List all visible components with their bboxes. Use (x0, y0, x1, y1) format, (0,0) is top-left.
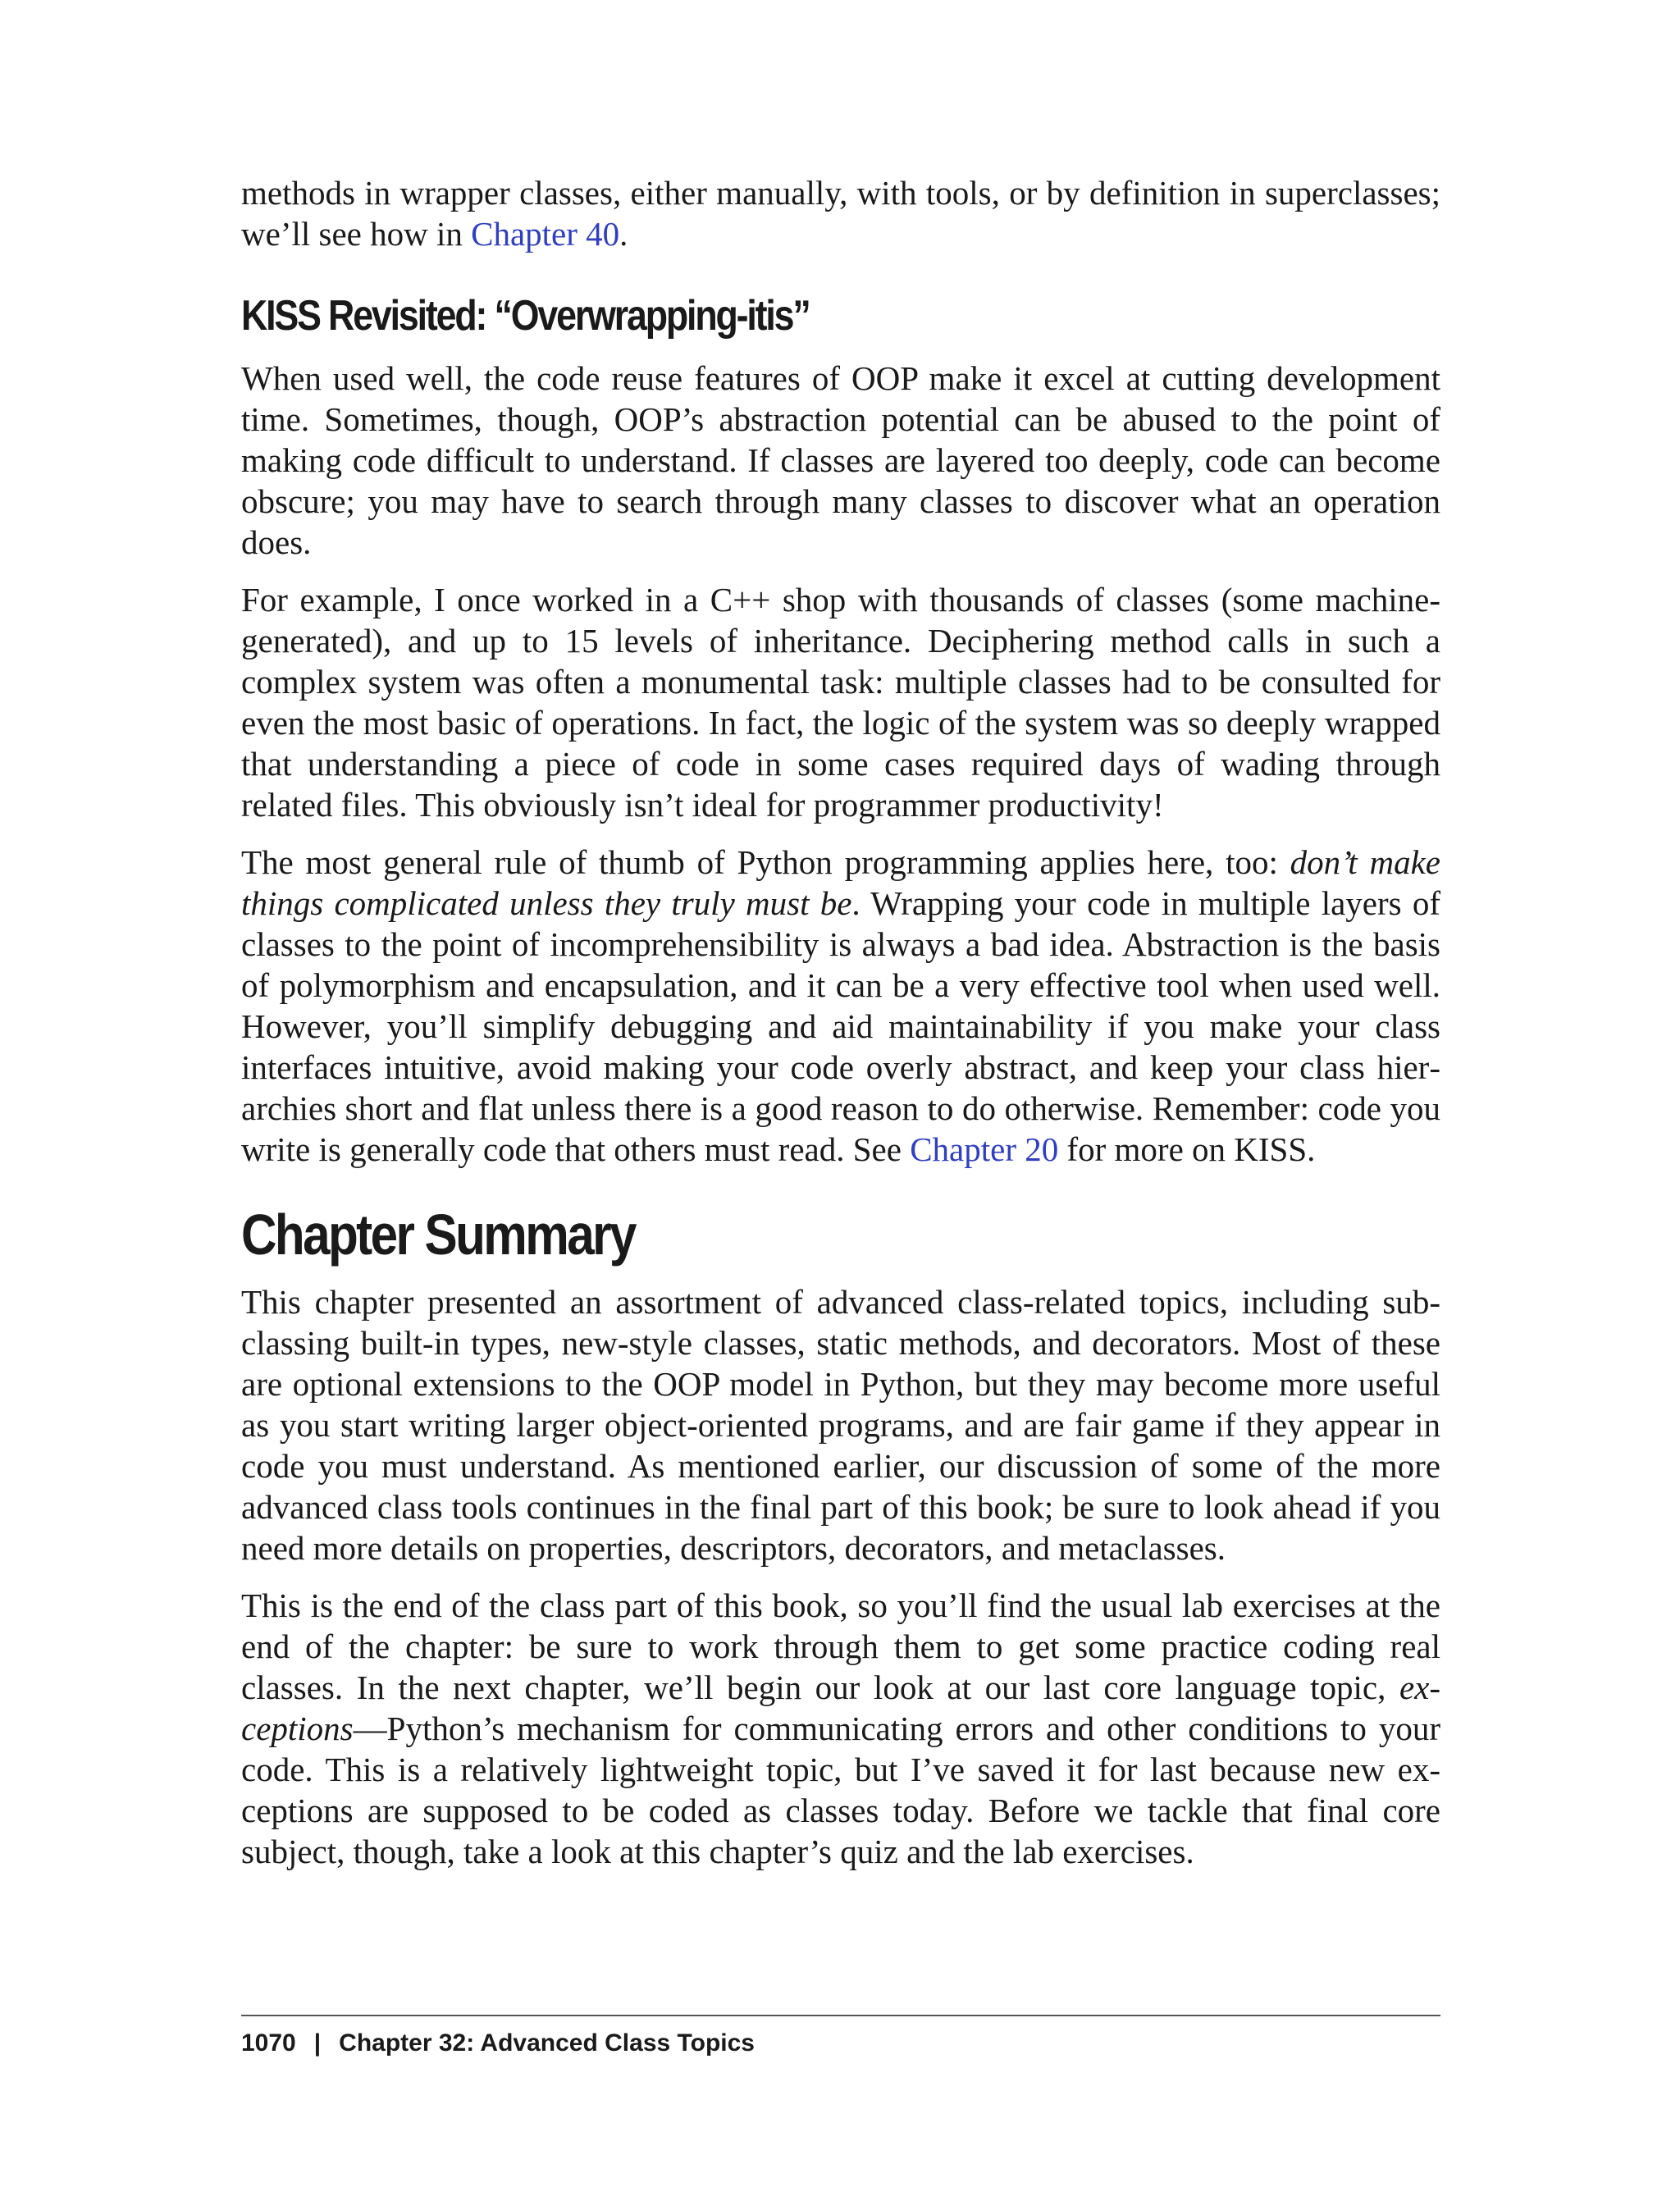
summary-p2-emphasis: exceptions (241, 1669, 1440, 1747)
footer-chapter-title: Chapter 32: Advanced Class Topics (339, 2029, 755, 2057)
intro-text: methods in wrapper classes, either manually, with tools, or by definition in superclasses; we’ll see how in (241, 174, 1440, 253)
page-footer (241, 2015, 1440, 2057)
kiss-paragraph-3 (241, 842, 1440, 1170)
kiss-p3-emphasis: don’t make things complicated unless they truly must be (241, 843, 1440, 922)
kiss-p3-text-middle: . Wrapping your code in multiple layers of classes to the point of incomprehensibility is always a bad idea. Abstraction is the basis of polymorphism and encapsulation, and it can be a very effective tool when used well. However, you’ll simplify debugging and aid maintainability if you make your class interfaces intuitive, avoid making your code overly abstract, and keep your class hierarchies short and flat unless there is a good reason to do otherwise. Remember: code you write is generally code that others must read. See (241, 884, 1440, 1168)
summary-p2-text: This is the end of the class part of this book, so you’ll find the usual lab exercises at the end of the chapter: be sure to work through them to get some practice coding real classes. In the next chapter, we’ll begin our look at our last core language topic, (241, 1586, 1440, 1706)
summary-p2-text-end: —Python’s mechanism for communicating errors and other conditions to your code. This is a relatively lightweight topic, but I’ve saved it for last because new exceptions are supposed to be coded as classes today. Before we tackle that final core subject, though, take a look at this chapter’s quiz and the lab exercises. (241, 1710, 1440, 1870)
kiss-paragraph-1: When used well, the code reuse features of OOP make it excel at cutting development time. Sometimes, though, OOP’s abstraction potential can be abused to the point of making code difficult to understand. If classes are layered too deeply, code can become obscure; you may have to search through many classes to discover what an operation does. (241, 359, 1440, 561)
kiss-p3-text: The most general rule of thumb of Python programming applies here, too: (241, 843, 1290, 881)
kiss-p3-text-end: for more on KISS. (1058, 1130, 1316, 1168)
page-body (241, 172, 1440, 1888)
summary-paragraph-1: This chapter presented an assortment of advanced class-related topics, including subclassing built-in types, new-style classes, static methods, and decorators. Most of these are optional extensions to the OOP model in Python, but they may become more useful as you start writing larger object-oriented programs, and are fair game if they appear in code you must understand. As mentioned earlier, our discussion of some of the more advanced class tools continues in the final part of this book; be sure to look ahead if you need more details on properties, descriptors, decorators, and metaclasses. (241, 1283, 1440, 1567)
intro-paragraph (241, 172, 1440, 254)
kiss-paragraph-2: For example, I once worked in a C++ shop with thousands of classes (some machine-generated), and up to 15 levels of inheritance. Deciphering method calls in such a complex system was often a monumental task: multiple classes had to be consulted for even the most basic of operations. In fact, the logic of the system was so deeply wrapped that understanding a piece of code in some cases required days of wading through related files. This obviously isn’t ideal for programmer productivity! (241, 581, 1440, 824)
section-heading-kiss: KISS Revisited: “Overwrapping-itis” (241, 292, 810, 340)
footer-separator: | (313, 2029, 322, 2057)
section-heading-summary: Chapter Summary (241, 1203, 635, 1267)
page-number: 1070 (241, 2029, 296, 2057)
chapter-40-link[interactable]: Chapter 40 (471, 215, 620, 253)
summary-paragraph-2 (241, 1585, 1440, 1872)
chapter-20-link[interactable]: Chapter 20 (910, 1130, 1059, 1168)
intro-text-end: . (619, 215, 628, 253)
